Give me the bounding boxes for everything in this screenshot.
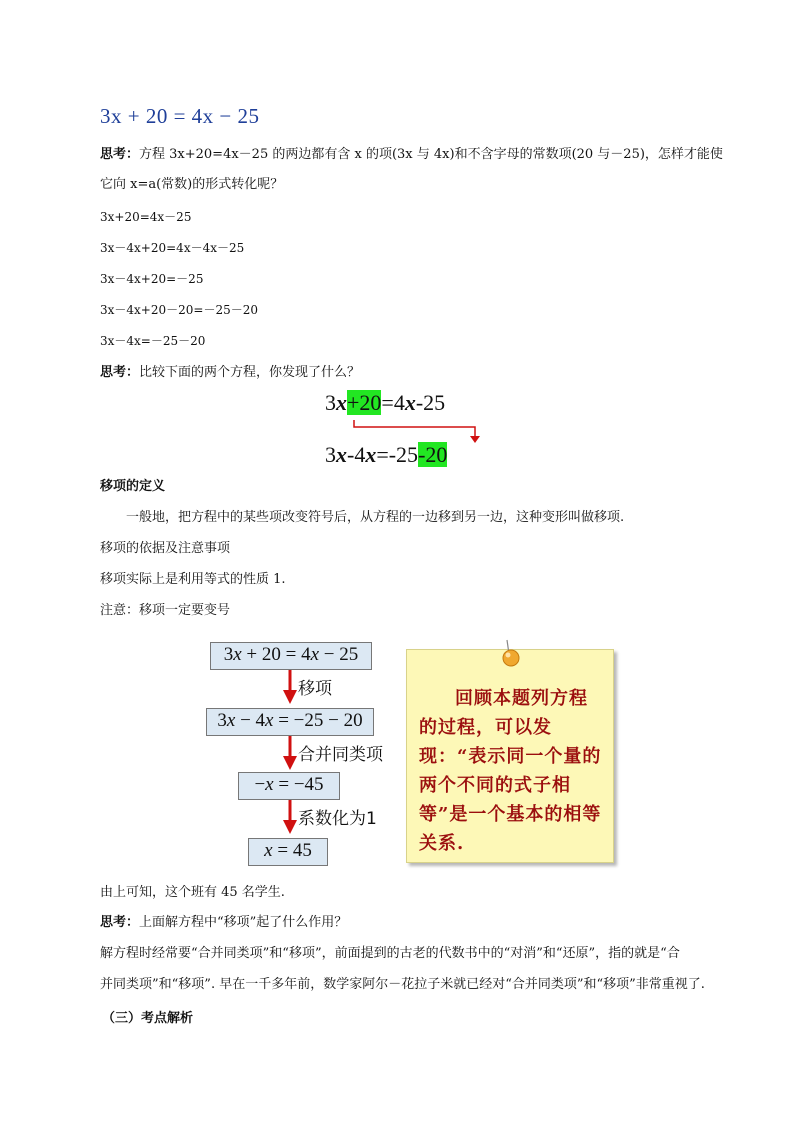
explanation-line: 并同类项”和“移项”. 早在一千多年前，数学家阿尔－花拉子米就已经对“合并同类项”和“移项”非常重视了. [100,977,705,992]
derivation-step: 3x－4x+20－20=－25－20 [100,303,258,317]
think-paragraph-1-cont: 它向 x=a(常数)的形式转化呢？ [100,177,284,192]
flow-box-equation: 3x − 4x = −25 − 20 [206,708,374,736]
think-label: 思考： [100,915,140,930]
flow-box-equation: −x = −45 [238,772,340,800]
pushpin-icon [495,638,525,672]
move-arrow-icon [340,418,500,444]
down-arrow-icon [280,670,300,706]
think-text: 方程 3x+20=4x－25 的两边都有含 x 的项(3x 与 4x)和不含字母的常数项(20 与－25)，怎样才能使 [139,147,723,162]
derivation-step: 3x－4x+20=4x－4x－25 [100,241,245,255]
basis-text: 移项实际上是利用等式的性质 1. [100,572,286,587]
derivation-step: 3x+20=4x－25 [100,210,192,224]
explanation-line: 解方程时经常要“合并同类项”和“移项”，前面提到的古老的代数书中的“对消”和“还原”，指的就是“合 [100,946,680,961]
notice-text: 注意：移项一定要变号 [100,603,231,618]
think-paragraph-3 [100,914,347,932]
moved-term-highlight: +20 [347,390,382,415]
think-text: 上面解方程中“移项”起了什么作用？ [139,915,348,930]
compare-equation-1: 3x+20=4x-25 [325,390,446,415]
top-equation: 3x + 20 = 4x − 25 [100,104,260,128]
think-label: 思考： [100,365,140,380]
think-label: 思考： [100,147,140,162]
basis-title: 移项的依据及注意事项 [100,541,231,556]
think-text: 比较下面的两个方程，你发现了什么？ [139,365,361,380]
flow-box-equation: 3x + 20 = 4x − 25 [210,642,372,670]
definition-text: 一般地，把方程中的某些项改变符号后，从方程的一边移到另一边，这种变形叫做移项. [126,510,625,525]
definition-title: 移项的定义 [100,479,166,494]
flow-step-label: 合并同类项 [298,745,383,765]
down-arrow-icon [280,736,300,772]
moved-term-highlight: -20 [418,442,448,467]
think-paragraph-2 [100,364,360,382]
note-text: 回顾本题列方程的过程，可以发现：“表示同一个量的两个不同的式子相等”是一个基本的相等关系. [419,688,602,854]
conclusion-text: 由上可知，这个班有 45 名学生. [100,885,285,900]
compare-equation-2: 3x-4x=-25-20 [325,442,448,467]
derivation-step: 3x－4x+20=－25 [100,272,204,286]
flow-box-equation: x = 45 [248,838,328,866]
flow-step-label: 移项 [298,679,332,699]
section-heading: （三）考点解析 [102,1011,194,1026]
down-arrow-icon [280,800,300,836]
think-paragraph-1 [100,146,723,164]
sticky-note [406,649,614,863]
flow-step-label: 系数化为1 [298,809,377,829]
derivation-step: 3x－4x=－25－20 [100,334,206,348]
